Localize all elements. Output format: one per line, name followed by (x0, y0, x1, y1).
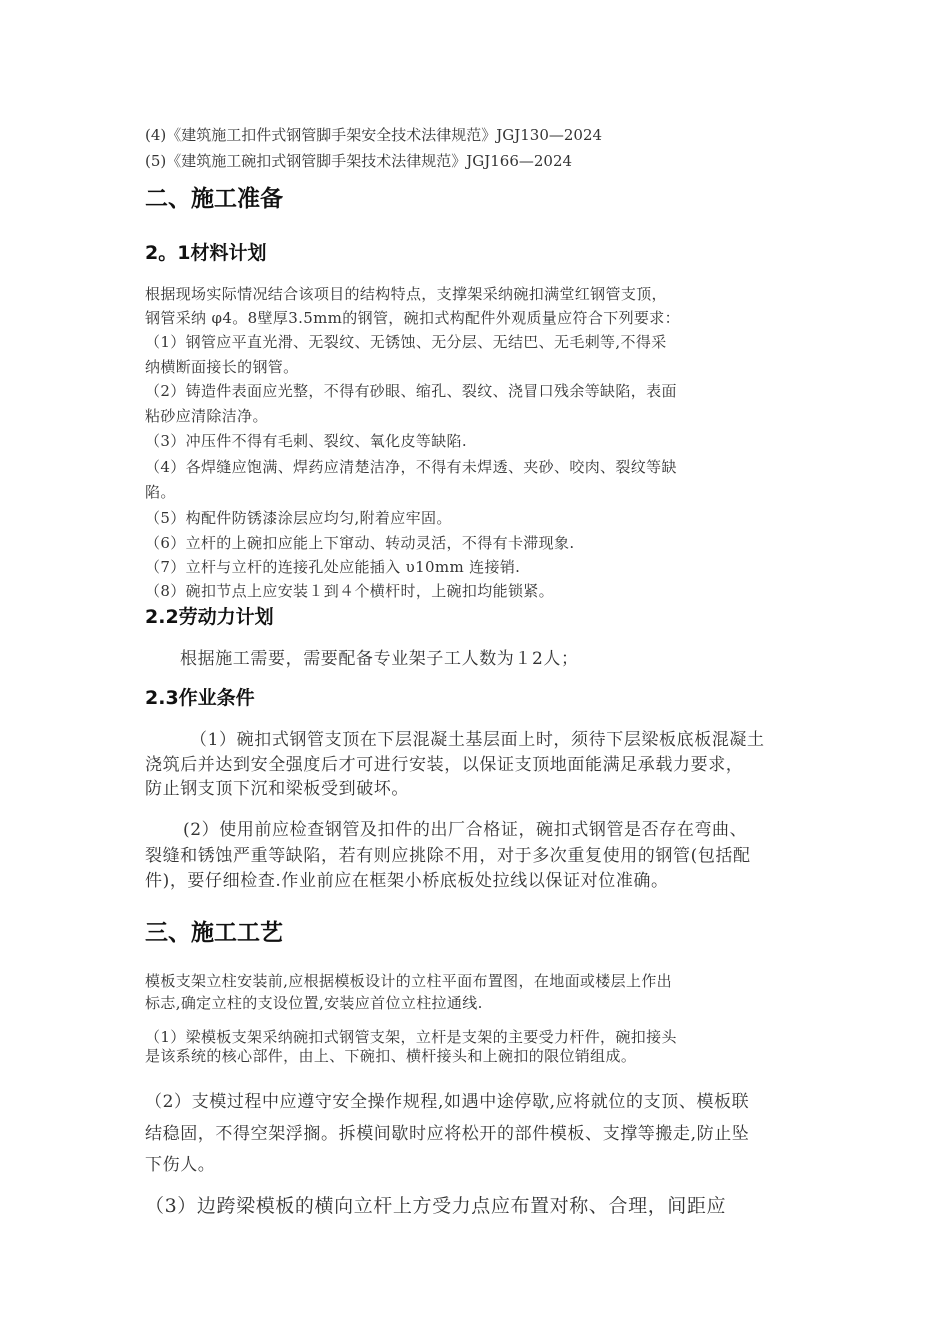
section-heading-construction-process: 三、施工工艺 (145, 920, 283, 946)
paragraph-line: 浇筑后并达到安全强度后才可进行安装，以保证支顶地面能满足承载力要求， (145, 755, 744, 775)
paragraph-line: 根据施工需要，需要配备专业架子工人数为１2人； (180, 649, 579, 669)
paragraph-line: 裂缝和锈蚀严重等缺陷，若有则应挑除不用，对于多次重复使用的钢管(包括配 (145, 846, 751, 866)
paragraph-line: 粘砂应清除洁净。 (145, 407, 268, 425)
paragraph-line: 纳横断面接长的钢管。 (145, 358, 299, 376)
paragraph-line: 下伤人。 (145, 1155, 216, 1175)
paragraph-line: 钢管采纳 φ4。8壁厚3.5mm的钢管，碗扣式构配件外观质量应符合下列要求： (145, 309, 680, 327)
requirement-item-3: （3）冲压件不得有毛刺、裂纹、氧化皮等缺陷. (145, 432, 468, 450)
requirement-item-6: （6）立杆的上碗扣应能上下窜动、转动灵活，不得有卡滞现象. (145, 534, 575, 552)
paragraph-line: （1）碗扣式钢管支顶在下层混凝土基层面上时，须待下层梁板底板混凝土 (190, 730, 765, 750)
requirement-item-1: （1）钢管应平直光滑、无裂纹、无锈蚀、无分层、无结巴、无毛刺等,不得采 (145, 333, 667, 351)
paragraph-line: 标志,确定立柱的支设位置,安装应首位立柱拉通线. (145, 994, 483, 1012)
paragraph-line: 根据现场实际情况结合该项目的结构特点，支撑架采纳碗扣满堂红钢管支顶， (145, 285, 667, 303)
requirement-item-2: （2）铸造件表面应光整，不得有砂眼、缩孔、裂纹、浇冒口残余等缺陷，表面 (145, 382, 677, 400)
paragraph-line: 件)，要仔细检查.作业前应在框架小桥底板处拉线以保证对位准确。 (145, 871, 669, 891)
reference-item-4: (4)《建筑施工扣件式钢管脚手架安全技术法律规范》JGJ130—2024 (145, 126, 603, 144)
section-heading-construction-preparation: 二、施工准备 (145, 186, 283, 212)
reference-item-5: (5)《建筑施工碗扣式钢管脚手架技术法律规范》JGJ166—2024 (145, 152, 573, 170)
subsection-heading-work-conditions: 2.3作业条件 (145, 687, 255, 709)
paragraph-line: 陷。 (145, 483, 176, 501)
paragraph-line: 防止钢支顶下沉和梁板受到破坏。 (145, 779, 409, 799)
process-item-2: （2）支模过程中应遵守安全操作规程,如遇中途停歇,应将就位的支顶、模板联 (145, 1092, 750, 1112)
process-item-1: （1）梁模板支架采纳碗扣式钢管支架，立杆是支架的主要受力杆件，碗扣接头 (145, 1028, 677, 1046)
requirement-item-4: （4）各焊缝应饱满、焊药应清楚洁净，不得有未焊透、夹砂、咬肉、裂纹等缺 (145, 458, 677, 476)
paragraph-line: 结稳固，不得空架浮搁。拆模间歇时应将松开的部件模板、支撑等搬走,防止坠 (145, 1124, 750, 1144)
subsection-heading-material-plan: 2。1材料计划 (145, 242, 267, 264)
requirement-item-8: （8）碗扣节点上应安装１到４个横杆时，上碗扣均能锁紧。 (145, 582, 554, 600)
requirement-item-5: （5）构配件防锈漆涂层应均匀,附着应牢固。 (145, 509, 452, 527)
paragraph-line: 模板支架立柱安装前,应根据模板设计的立柱平面布置图，在地面或楼层上作出 (145, 972, 673, 990)
requirement-item-7: （7）立杆与立杆的连接孔处应能插入 υ10mm 连接销. (145, 558, 521, 576)
process-item-3: （3）边跨梁模板的横向立杆上方受力点应布置对称、合理，间距应 (145, 1195, 727, 1217)
paragraph-line: 是该系统的核心部件，由上、下碗扣、横杆接头和上碗扣的限位销组成。 (145, 1047, 637, 1065)
subsection-heading-labor-plan: 2.2劳动力计划 (145, 606, 274, 628)
paragraph-line: (2）使用前应检查钢管及扣件的出厂合格证，碗扣式钢管是否存在弯曲、 (183, 820, 748, 840)
